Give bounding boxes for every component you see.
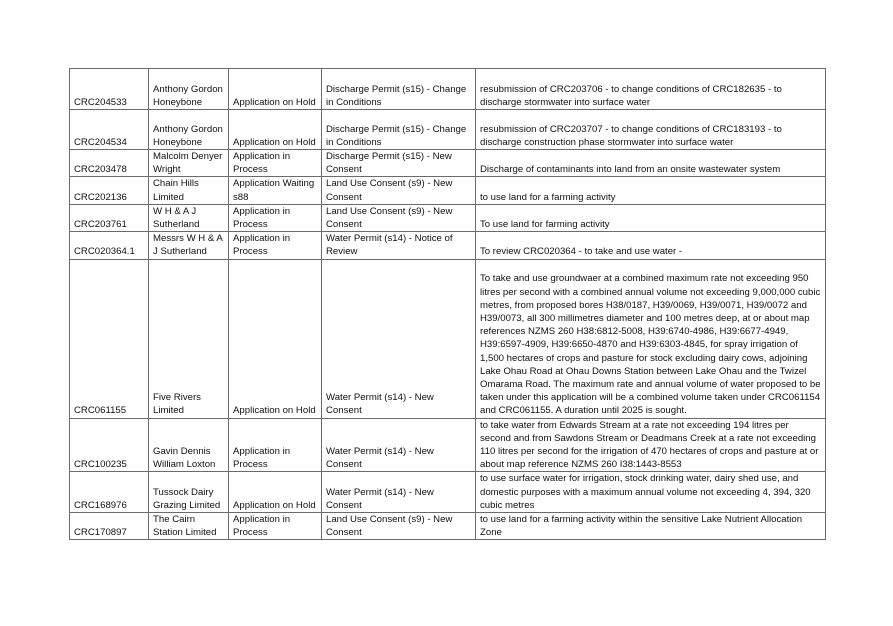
applicant-name-cell: Tussock Dairy Grazing Limited — [149, 472, 229, 513]
table-row — [70, 418, 826, 472]
consent-id-cell: CRC170897 — [70, 513, 149, 540]
applicant-name-cell: Anthony Gordon Honeybone — [149, 69, 229, 110]
applicant-name-cell: Messrs W H & A J Sutherland — [149, 232, 229, 259]
status-cell: Application on Hold — [229, 259, 322, 418]
applicant-name-cell: Gavin Dennis William Loxton — [149, 418, 229, 472]
description-cell: to use land for a farming activity within the sensitive Lake Nutrient Allocation Zone — [476, 513, 826, 540]
status-cell: Application in Process — [229, 150, 322, 177]
consent-type-cell: Water Permit (s14) - New Consent — [322, 472, 476, 513]
consent-id-cell: CRC203478 — [70, 150, 149, 177]
consent-id-cell: CRC204534 — [70, 110, 149, 150]
description-cell: To review CRC020364 - to take and use water - — [476, 232, 826, 259]
consent-type-cell: Land Use Consent (s9) - New Consent — [322, 204, 476, 231]
consent-type-cell: Discharge Permit (s15) - Change in Conditions — [322, 69, 476, 110]
applicant-name-cell: Chain Hills Limited — [149, 177, 229, 204]
consent-id-cell: CRC168976 — [70, 472, 149, 513]
consent-type-cell: Discharge Permit (s15) - Change in Conditions — [322, 110, 476, 150]
table-row — [70, 204, 826, 231]
applicant-name-cell: Anthony Gordon Honeybone — [149, 110, 229, 150]
status-cell: Application on Hold — [229, 472, 322, 513]
consent-id-cell: CRC020364.1 — [70, 232, 149, 259]
applicant-name-cell: The Cairn Station Limited — [149, 513, 229, 540]
consent-type-cell: Water Permit (s14) - New Consent — [322, 259, 476, 418]
description-cell: To take and use groundwaer at a combined maximum rate not exceeding 950 litres per second with a combined annual volume not exceeding 9,000,000 cubic metres, from proposed bores H38/0187, H39/0069, H39/0071, H39/0072 and H39/0073, all 300 millimetres diameter and 100 metres deep, at or about map references NZMS 260 H38:6812-5008, H39:6740-4986, H39:6677-4949, H39:6597-4909, H39:6650-4870 and H39:6303-4845, for spray irrigation of 1,500 hectares of crops and pasture for stock excluding dairy cows, adjoining Lake Ohau Road at Ohau Downs Station between Lake Ohau and the Twizel Omarama Road. The maximum rate and annual volume of water proposed to be taken under this application will be a combined volume taken under CRC061154 and CRC061155. A duration until 2025 is sought. — [476, 259, 826, 418]
table-row — [70, 259, 826, 418]
consent-type-cell: Land Use Consent (s9) - New Consent — [322, 513, 476, 540]
description-cell: To use land for farming activity — [476, 204, 826, 231]
consent-type-cell: Water Permit (s14) - New Consent — [322, 418, 476, 472]
consent-type-cell: Discharge Permit (s15) - New Consent — [322, 150, 476, 177]
table-row — [70, 110, 826, 150]
consent-type-cell: Land Use Consent (s9) - New Consent — [322, 177, 476, 204]
table-row — [70, 513, 826, 540]
consents-table — [69, 68, 826, 540]
consent-id-cell: CRC202136 — [70, 177, 149, 204]
applicant-name-cell: W H & A J Sutherland — [149, 204, 229, 231]
status-cell: Application in Process — [229, 418, 322, 472]
status-cell: Application on Hold — [229, 110, 322, 150]
applicant-name-cell: Malcolm Denyer Wright — [149, 150, 229, 177]
status-cell: Application in Process — [229, 513, 322, 540]
status-cell: Application Waiting s88 — [229, 177, 322, 204]
table-row — [70, 232, 826, 259]
table-row — [70, 150, 826, 177]
applicant-name-cell: Five Rivers Limited — [149, 259, 229, 418]
description-cell: to use land for a farming activity — [476, 177, 826, 204]
description-cell: Discharge of contaminants into land from an onsite wastewater system — [476, 150, 826, 177]
description-cell: to use surface water for irrigation, stock drinking water, dairy shed use, and domestic purposes with a maximum annual volume not exceeding 4, 394, 320 cubic metres — [476, 472, 826, 513]
table-row — [70, 472, 826, 513]
consent-type-cell: Water Permit (s14) - Notice of Review — [322, 232, 476, 259]
consent-id-cell: CRC203761 — [70, 204, 149, 231]
status-cell: Application in Process — [229, 232, 322, 259]
description-cell: resubmission of CRC203707 - to change conditions of CRC183193 - to discharge construction phase stormwater into surface water — [476, 110, 826, 150]
description-cell: resubmission of CRC203706 - to change conditions of CRC182635 - to discharge stormwater into surface water — [476, 69, 826, 110]
consent-id-cell: CRC061155 — [70, 259, 149, 418]
consent-id-cell: CRC204533 — [70, 69, 149, 110]
description-cell: to take water from Edwards Stream at a rate not exceeding 194 litres per second and from Sawdons Stream or Deadmans Creek at a rate not exceeding 110 litres per second for the irrigation of 470 hectares of crops and pasture at or about map reference NZMS 260 I38:1443-8553 — [476, 418, 826, 472]
consent-id-cell: CRC100235 — [70, 418, 149, 472]
table-row — [70, 69, 826, 110]
table-row — [70, 177, 826, 204]
status-cell: Application in Process — [229, 204, 322, 231]
status-cell: Application on Hold — [229, 69, 322, 110]
